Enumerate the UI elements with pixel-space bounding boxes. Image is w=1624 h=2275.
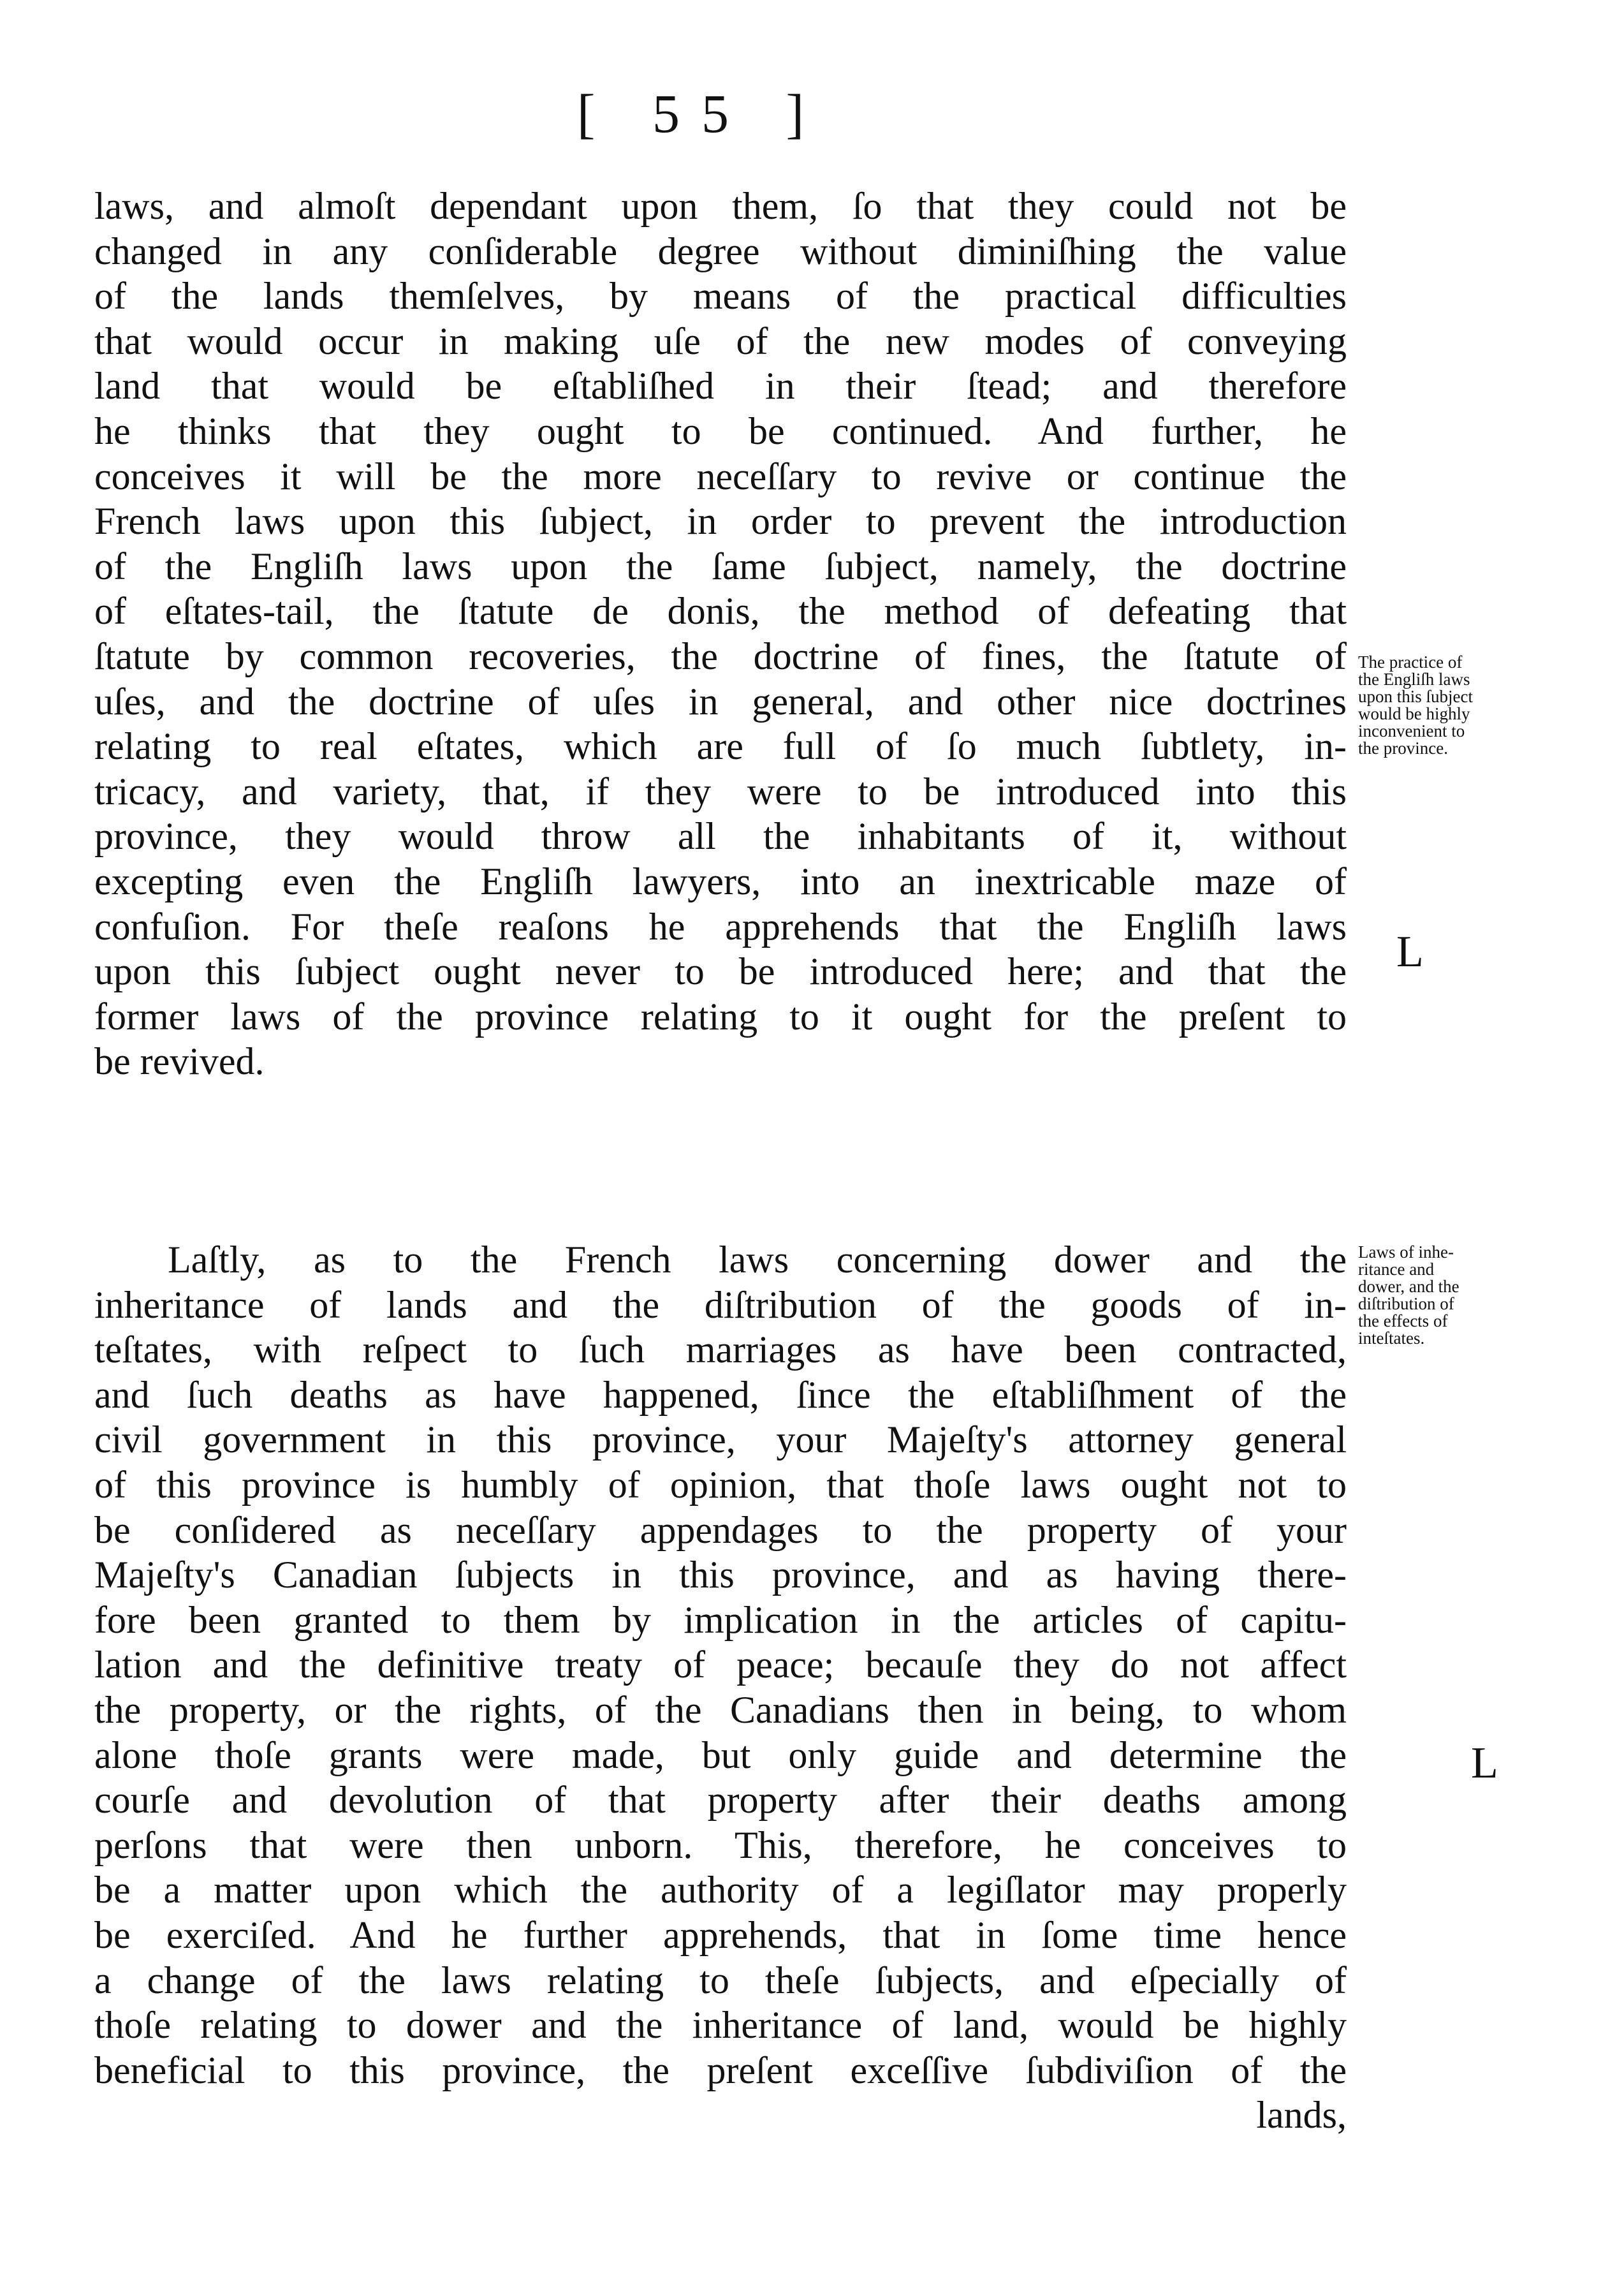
text-line: province, they would throw all the inhabitants of it, without	[94, 815, 1347, 858]
text-line: and ſuch deaths as have happened, ſince the eſtabliſhment of the	[94, 1373, 1347, 1416]
text-line: Laſtly, as to the French laws concerning dower and the	[168, 1239, 1347, 1281]
side-note-1	[1358, 654, 1543, 757]
text-line: changed in any conſiderable degree without diminiſhing the value	[94, 230, 1347, 272]
page-number: [ 55 ]	[576, 83, 826, 144]
text-line: upon this ſubject ought never to be introduced here; and that the	[94, 950, 1347, 993]
text-line: be conſidered as neceſſary appendages to the property of your	[94, 1508, 1347, 1551]
text-line: thoſe relating to dower and the inheritance of land, would be highly	[94, 2004, 1347, 2047]
text-line: of this province is humbly of opinion, that thoſe laws ought not to	[94, 1463, 1347, 1506]
text-line: a change of the laws relating to theſe ſubjects, and eſpecially of	[94, 1959, 1347, 2001]
text-line: fore been granted to them by implication in the articles of capitu-	[94, 1598, 1347, 1641]
text-line: that would occur in making uſe of the new modes of conveying	[94, 320, 1347, 362]
text-line: be exerciſed. And he further apprehends, that in ſome time hence	[94, 1913, 1347, 1956]
text-line: excepting even the Engliſh lawyers, into an inextricable maze of	[94, 860, 1347, 902]
text-line: relating to real eſtates, which are full of ſo much ſubtlety, in-	[94, 725, 1347, 768]
side-note-2	[1358, 1244, 1543, 1347]
side-note-line: ritance and	[1358, 1260, 1435, 1279]
side-note-line: dower, and the	[1358, 1277, 1459, 1296]
side-note-line: the effects of	[1358, 1311, 1448, 1330]
catchword: lands,	[1256, 2094, 1347, 2137]
text-line: laws, and almoſt dependant upon them, ſo that they could not be	[94, 185, 1347, 227]
text-line: courſe and devolution of that property after their deaths among	[94, 1779, 1347, 1822]
side-note-line: Laws of inhe-	[1358, 1242, 1454, 1262]
text-line: the property, or the rights, of the Canadians then in being, to whom	[94, 1688, 1347, 1731]
text-line: French laws upon this ſubject, in order to prevent the introduction	[94, 500, 1347, 543]
margin-mark-2: L	[1471, 1739, 1498, 1788]
text-line: be a matter upon which the authority of a legiſlator may properly	[94, 1869, 1347, 1911]
side-note-line: the province.	[1358, 739, 1448, 758]
text-line: former laws of the province relating to it ought for the preſent to	[94, 995, 1347, 1038]
text-line: beneficial to this province, the preſent exceſſive ſubdiviſion of the	[94, 2049, 1347, 2091]
text-line: tricacy, and variety, that, if they were to be introduced into this	[94, 770, 1347, 813]
text-line: of the Engliſh laws upon the ſame ſubject, namely, the doctrine	[94, 545, 1347, 587]
text-line: civil government in this province, your Majeſty's attorney general	[94, 1418, 1347, 1461]
side-note-line: the Engliſh laws	[1358, 670, 1470, 689]
text-line: of eſtates-tail, the ſtatute de donis, the method of defeating that	[94, 590, 1347, 633]
text-line: uſes, and the doctrine of uſes in general, and other nice doctrines	[94, 680, 1347, 723]
text-line: alone thoſe grants were made, but only guide and determine the	[94, 1734, 1347, 1776]
paragraph-2	[94, 1237, 1347, 2138]
paragraph-1	[94, 184, 1347, 1084]
text-line: confuſion. For theſe reaſons he apprehends that the Engliſh laws	[94, 905, 1347, 948]
side-note-line: The practice of	[1358, 652, 1463, 672]
text-line: he thinks that they ought to be continued. And further, he	[94, 409, 1347, 452]
text-line: perſons that were then unborn. This, therefore, he conceives to	[94, 1823, 1347, 1866]
text-line: Majeſty's Canadian ſubjects in this province, and as having there-	[94, 1554, 1347, 1596]
side-note-line: diſtribution of	[1358, 1294, 1454, 1313]
margin-mark-1: L	[1396, 927, 1424, 976]
side-note-line: would be highly	[1358, 704, 1470, 723]
text-line: lation and the definitive treaty of peace; becauſe they do not affect	[94, 1644, 1347, 1686]
text-line: land that would be eſtabliſhed in their ſtead; and therefore	[94, 365, 1347, 408]
text-line: teſtates, with reſpect to ſuch marriages as have been contracted,	[94, 1329, 1347, 1371]
side-note-line: inteſtates.	[1358, 1329, 1425, 1348]
text-line: be revived.	[94, 1040, 265, 1083]
side-note-line: inconvenient to	[1358, 721, 1465, 740]
text-line: conceives it will be the more neceſſary to revive or continue the	[94, 455, 1347, 497]
text-line: of the lands themſelves, by means of the practical difficulties	[94, 275, 1347, 318]
text-line: inheritance of lands and the diſtribution of the goods of in-	[94, 1283, 1347, 1326]
side-note-line: upon this ſubject	[1358, 687, 1473, 706]
text-line: ſtatute by common recoveries, the doctrine of fines, the ſtatute of	[94, 635, 1347, 677]
